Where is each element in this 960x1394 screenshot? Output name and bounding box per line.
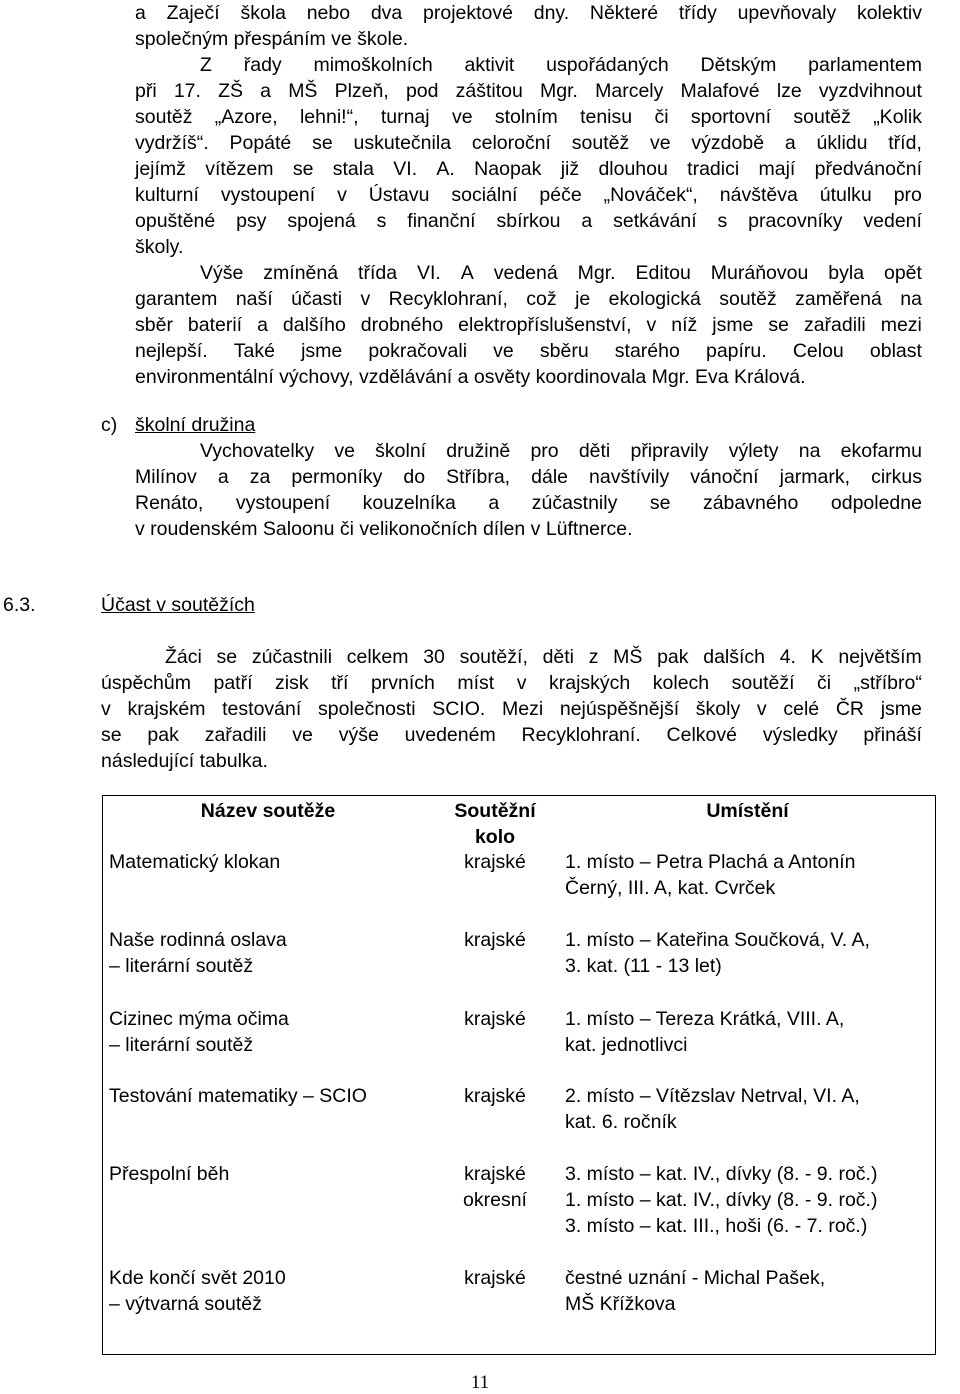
- section-marker: c): [101, 414, 118, 436]
- word: mimoškolních: [313, 54, 433, 76]
- word: Popáté: [229, 132, 292, 154]
- word: setkávání: [613, 210, 697, 232]
- table-cell-round-line: krajské: [464, 1085, 526, 1107]
- body-text-line: [200, 260, 922, 286]
- word: se: [292, 158, 314, 180]
- body-text-line: [135, 490, 922, 516]
- word: krajských: [548, 672, 631, 694]
- table-cell-round: [430, 1265, 560, 1291]
- word: v: [360, 288, 371, 310]
- word: sběru: [539, 340, 589, 362]
- word: mají: [758, 158, 796, 180]
- body-text-line: [135, 156, 922, 182]
- table-border: [935, 795, 936, 1355]
- table-cell-place-line: 3. místo – kat. III., hoši (6. - 7. roč.): [565, 1215, 868, 1237]
- table-cell-name-line: Matematický klokan: [109, 851, 281, 873]
- word: zúčastnili: [251, 646, 333, 668]
- table-cell-round: [430, 1161, 560, 1213]
- word: prvních: [370, 672, 435, 694]
- word: již: [560, 158, 580, 180]
- word: soutěží: [731, 672, 795, 694]
- word: opět: [883, 262, 922, 284]
- word: vystoupení: [220, 184, 316, 206]
- body-text-line: [135, 338, 922, 364]
- word: se: [101, 724, 122, 746]
- word: dalšího: [282, 314, 346, 336]
- word: se: [649, 492, 671, 514]
- word: je: [575, 288, 591, 310]
- table-cell-place-line: 1. místo – Petra Plachá a Antonín: [565, 851, 856, 873]
- body-text-line: [101, 696, 922, 722]
- body-text-line: následující tabulka.: [101, 750, 268, 772]
- word: projektové: [423, 2, 513, 24]
- word: A.: [436, 158, 455, 180]
- word: MŠ: [613, 646, 643, 668]
- body-text-line: [101, 722, 922, 748]
- word: Editou: [635, 262, 691, 284]
- word: návštěva: [719, 184, 798, 206]
- word: garantem: [135, 288, 218, 310]
- table-cell-place: [565, 849, 856, 901]
- word: soutěž: [719, 288, 777, 310]
- word: v: [337, 184, 347, 206]
- word: péče: [539, 184, 582, 206]
- word: dny.: [533, 2, 570, 24]
- word: Některé: [589, 2, 659, 24]
- table-cell-name-line: Testování matematiky – SCIO: [109, 1085, 367, 1107]
- word: spojená: [287, 210, 356, 232]
- table-border: [102, 795, 936, 796]
- word: tenisu: [580, 106, 633, 128]
- word: 17.: [173, 80, 201, 102]
- table-header-name: Název soutěže: [200, 800, 336, 822]
- word: sociální: [451, 184, 518, 206]
- word: při: [135, 80, 157, 102]
- word: zisk: [275, 672, 309, 694]
- word: Recyklohraní.: [521, 724, 641, 746]
- word: celoroční: [471, 132, 551, 154]
- table-cell-round: [430, 1083, 560, 1109]
- word: pod: [405, 80, 439, 102]
- word: cirkus: [871, 466, 922, 488]
- word: papíru.: [705, 340, 767, 362]
- word: míst: [457, 672, 495, 694]
- table-cell-round-line: krajské: [464, 1008, 526, 1030]
- body-text-line: společným přespáním ve škole.: [135, 28, 409, 50]
- word: Výše: [200, 262, 244, 284]
- word: Stříbra,: [446, 466, 511, 488]
- table-cell-place-line: kat. 6. ročník: [565, 1111, 677, 1133]
- word: K: [810, 646, 824, 668]
- word: s: [376, 210, 387, 232]
- table-cell-name: [109, 1083, 367, 1109]
- word: jejímž: [135, 158, 186, 180]
- word: 4.: [779, 646, 796, 668]
- table-cell-place-line: Černý, III. A, kat. Cvrček: [565, 877, 776, 899]
- body-text-line: [135, 182, 922, 208]
- body-text-line: [165, 644, 922, 670]
- word: pak: [147, 724, 179, 746]
- word: „Azore,: [214, 106, 278, 128]
- word: dlouhou: [598, 158, 668, 180]
- table-cell-place-line: 1. místo – Tereza Krátká, VIII. A,: [565, 1008, 845, 1030]
- word: dále: [531, 466, 568, 488]
- word: děti: [578, 440, 611, 462]
- word: sportovní: [690, 106, 772, 128]
- table-cell-name-line: – literární soutěž: [109, 955, 254, 977]
- body-text-line: [135, 78, 922, 104]
- table-cell-name-line: Přespolní běh: [109, 1163, 230, 1185]
- word: Zaječí: [166, 2, 220, 24]
- table-cell-name: [109, 849, 280, 875]
- word: největším: [838, 646, 922, 668]
- word: Muráňovou: [710, 262, 809, 284]
- word: či: [817, 672, 832, 694]
- word: psy: [236, 210, 267, 232]
- table-cell-place-line: 3. kat. (11 - 13 let): [565, 955, 722, 977]
- word: Také: [233, 340, 275, 362]
- word: soutěž: [135, 106, 193, 128]
- body-text-line: v roudenském Saloonu či velikonočních dílen v Lüftnerce.: [135, 518, 633, 540]
- word: jsme: [712, 314, 754, 336]
- word: a: [488, 492, 500, 514]
- word: MŠ: [288, 80, 318, 102]
- word: v: [516, 672, 527, 694]
- word: předvánoční: [814, 158, 922, 180]
- word: školní: [375, 440, 427, 462]
- table-cell-round-line: krajské: [464, 1267, 526, 1289]
- word: zmíněná: [263, 262, 339, 284]
- word: zařadili: [803, 314, 866, 336]
- word: pro: [893, 184, 922, 206]
- word: níž: [671, 314, 698, 336]
- word: třída: [358, 262, 398, 284]
- word: do: [403, 466, 426, 488]
- word: Marcely: [595, 80, 664, 102]
- word: baterií: [187, 314, 243, 336]
- word: VI.: [417, 262, 441, 284]
- table-cell-place: [565, 1006, 844, 1058]
- word: aktivit: [464, 54, 515, 76]
- table-cell-round: [430, 1006, 560, 1032]
- word: stala: [332, 158, 374, 180]
- word: se: [312, 132, 333, 154]
- table-cell-place-line: kat. jednotlivci: [565, 1034, 688, 1056]
- word: 30: [423, 646, 445, 668]
- word: vánoční: [690, 466, 759, 488]
- word: pak: [657, 646, 689, 668]
- table-cell-name-line: Naše rodinná oslava: [109, 929, 287, 951]
- word: Celou: [792, 340, 844, 362]
- word: zábavného: [702, 492, 799, 514]
- body-text-line: [135, 130, 922, 156]
- table-cell-round-line: krajské: [464, 851, 526, 873]
- word: či: [654, 106, 669, 128]
- word: nebo: [306, 2, 351, 24]
- word: Z: [200, 54, 212, 76]
- body-text-line: [200, 438, 922, 464]
- word: soutěž: [571, 132, 630, 154]
- table-border: [102, 795, 103, 1355]
- word: parlamentem: [808, 54, 922, 76]
- word: lehni!“,: [299, 106, 359, 128]
- word: přináší: [863, 724, 922, 746]
- word: pokračovali: [368, 340, 468, 362]
- word: odpoledne: [830, 492, 922, 514]
- word: řady: [243, 54, 282, 76]
- word: krajském: [127, 698, 206, 720]
- body-text-line: [135, 208, 922, 234]
- table-cell-round: [430, 849, 560, 875]
- page-number: 11: [470, 1372, 490, 1393]
- word: vedená: [493, 262, 558, 284]
- table-cell-name: [109, 1006, 289, 1058]
- body-text-line: [135, 104, 922, 130]
- word: „stříbro“: [853, 672, 922, 694]
- word: se: [216, 646, 238, 668]
- word: mezi: [880, 314, 922, 336]
- word: nejlepší.: [135, 340, 208, 362]
- word: na: [798, 440, 821, 462]
- word: starého: [614, 340, 680, 362]
- word: soutěž: [793, 106, 851, 128]
- word: Ústavu: [368, 184, 430, 206]
- word: výše: [338, 724, 379, 746]
- word: stolním: [494, 106, 558, 128]
- word: ve: [451, 106, 473, 128]
- table-header-place: Umístění: [706, 800, 789, 822]
- word: ekologická: [608, 288, 701, 310]
- word: SCIO.: [432, 698, 486, 720]
- word: jsme: [301, 340, 343, 362]
- word: pro: [530, 440, 559, 462]
- word: výzdobě: [691, 132, 765, 154]
- body-text-line: [135, 464, 922, 490]
- table-cell-name-line: – literární soutěž: [109, 1034, 254, 1056]
- word: vítězem: [205, 158, 274, 180]
- word: a: [784, 132, 796, 154]
- word: tří: [331, 672, 349, 694]
- word: VI.: [393, 158, 418, 180]
- word: tradici: [687, 158, 740, 180]
- word: což: [526, 288, 557, 310]
- table-cell-place-line: MŠ Křížkova: [565, 1293, 676, 1315]
- word: kolektiv: [856, 2, 922, 24]
- word: Mgr.: [540, 80, 578, 102]
- word: Naopak: [474, 158, 542, 180]
- word: vydržíš“.: [135, 132, 209, 154]
- word: v: [756, 698, 767, 720]
- word: A: [460, 262, 474, 284]
- word: ČR: [835, 698, 864, 720]
- word: úklidu: [816, 132, 868, 154]
- table-cell-name: [109, 1161, 229, 1187]
- body-text-line-inner: [200, 52, 922, 78]
- body-text-line: environmentální výchovy, vzdělávání a osvěty koordinovala Mgr. Eva Králová.: [135, 366, 806, 388]
- table-cell-place-line: 1. místo – kat. IV., dívky (8. - 9. roč.): [565, 1189, 878, 1211]
- table-cell-place-line: 2. místo – Vítězslav Netrval, VI. A,: [565, 1085, 860, 1107]
- table-cell-round-line: krajské: [464, 929, 526, 951]
- table-header-round: Soutěžní kolo: [454, 800, 536, 848]
- table-cell-name-line: – výtvarná soutěž: [109, 1293, 262, 1315]
- word: družině: [446, 440, 511, 462]
- word: lze: [776, 80, 802, 102]
- word: a: [581, 210, 593, 232]
- word: Plzeň,: [334, 80, 389, 102]
- word: škola: [240, 2, 286, 24]
- word: Dětským: [700, 54, 777, 76]
- table-cell-name: [109, 1265, 286, 1317]
- word: zaměřená: [795, 288, 882, 310]
- word: sběr: [135, 314, 173, 336]
- word: oblast: [869, 340, 922, 362]
- word: dalších: [703, 646, 766, 668]
- word: zúčastnily: [531, 492, 618, 514]
- table-cell-round-line: krajské: [464, 1163, 526, 1185]
- word: vedení: [863, 210, 922, 232]
- word: s: [717, 210, 728, 232]
- word: drobného: [360, 314, 444, 336]
- word: upevňovaly: [737, 2, 837, 24]
- word: děti: [542, 646, 575, 668]
- word: kolech: [652, 672, 710, 694]
- word: patří: [213, 672, 253, 694]
- body-text-line: [135, 0, 922, 26]
- table-cell-name: [109, 927, 287, 979]
- table-cell-name-line: Kde končí svět 2010: [109, 1267, 286, 1289]
- table-cell-place: [565, 1161, 877, 1239]
- table-border: [102, 1354, 936, 1355]
- word: uvedeném: [404, 724, 496, 746]
- word: na: [900, 288, 922, 310]
- table-cell-place: [565, 927, 870, 979]
- section-title: školní družina: [135, 414, 256, 436]
- word: opuštěné: [135, 210, 216, 232]
- word: kulturní: [135, 184, 199, 206]
- word: soutěží,: [459, 646, 528, 668]
- word: v: [101, 698, 111, 720]
- body-text-line: [101, 670, 922, 696]
- word: „Nováček“,: [603, 184, 698, 206]
- word: třídy: [678, 2, 717, 24]
- word: ZŠ: [218, 80, 244, 102]
- word: a: [135, 2, 146, 24]
- word: zařadili: [204, 724, 267, 746]
- body-text-line: školy.: [135, 236, 184, 258]
- word: společnosti: [317, 698, 416, 720]
- table-cell-place-line: čestné uznání - Michal Pašek,: [565, 1267, 826, 1289]
- word: Vychovatelky: [200, 440, 315, 462]
- word: vyzdvihnout: [818, 80, 922, 102]
- word: vystoupení: [235, 492, 331, 514]
- body-text-line: [135, 286, 922, 312]
- word: celé: [783, 698, 820, 720]
- word: Recyklohraní,: [388, 288, 508, 310]
- word: účasti: [291, 288, 343, 310]
- table-cell-place: [565, 1265, 825, 1317]
- word: naší: [235, 288, 273, 310]
- table-cell-place: [565, 1083, 860, 1135]
- word: záštitou: [455, 80, 523, 102]
- word: pracovníky: [748, 210, 843, 232]
- word: Mgr.: [577, 262, 616, 284]
- word: Celkové: [666, 724, 737, 746]
- word: výlety: [728, 440, 779, 462]
- word: elektropříslušenství,: [458, 314, 632, 336]
- word: ve: [292, 724, 313, 746]
- word: dva: [370, 2, 403, 24]
- word: Malafové: [680, 80, 760, 102]
- word: sbírkou: [496, 210, 561, 232]
- word: ekofarmu: [840, 440, 922, 462]
- table-cell-name-line: Cizinec mýma očima: [109, 1008, 289, 1030]
- word: finanční: [407, 210, 476, 232]
- word: Milínov: [135, 466, 197, 488]
- table-cell-round: [430, 927, 560, 953]
- word: a: [257, 314, 268, 336]
- word: výsledky: [762, 724, 838, 746]
- section-title: Účast v soutěžích: [101, 594, 255, 616]
- word: se: [768, 314, 789, 336]
- word: byla: [828, 262, 865, 284]
- word: za: [249, 466, 271, 488]
- word: a: [217, 466, 229, 488]
- table-cell-round-line: okresní: [463, 1189, 527, 1211]
- word: celkem: [346, 646, 409, 668]
- word: tříd,: [888, 132, 922, 154]
- word: testování: [222, 698, 302, 720]
- word: uspořádaných: [546, 54, 669, 76]
- table-cell-place-line: 3. místo – kat. IV., dívky (8. - 9. roč.): [565, 1163, 878, 1185]
- word: nejúspěšnější: [559, 698, 680, 720]
- word: úspěchům: [101, 672, 191, 694]
- word: turnaj: [380, 106, 430, 128]
- word: v: [646, 314, 657, 336]
- word: útulku: [819, 184, 872, 206]
- word: kouzelníka: [362, 492, 456, 514]
- word: ve: [493, 340, 514, 362]
- word: Mezi: [502, 698, 544, 720]
- table-cell-place-line: 1. místo – Kateřina Součková, V. A,: [565, 929, 870, 951]
- word: ve: [334, 440, 355, 462]
- word: Žáci: [165, 646, 202, 668]
- word: jarmark,: [779, 466, 851, 488]
- word: „Kolik: [873, 106, 922, 128]
- word: ve: [650, 132, 671, 154]
- word: připravily: [630, 440, 709, 462]
- word: navštívily: [589, 466, 670, 488]
- word: z: [588, 646, 599, 668]
- word: uskutečnila: [353, 132, 452, 154]
- word: Renáto,: [135, 492, 204, 514]
- word: jsme: [880, 698, 922, 720]
- word: permoníky: [291, 466, 383, 488]
- word: školy: [695, 698, 741, 720]
- section-number: 6.3.: [3, 594, 36, 616]
- body-text-line: [135, 312, 922, 338]
- word: a: [260, 80, 272, 102]
